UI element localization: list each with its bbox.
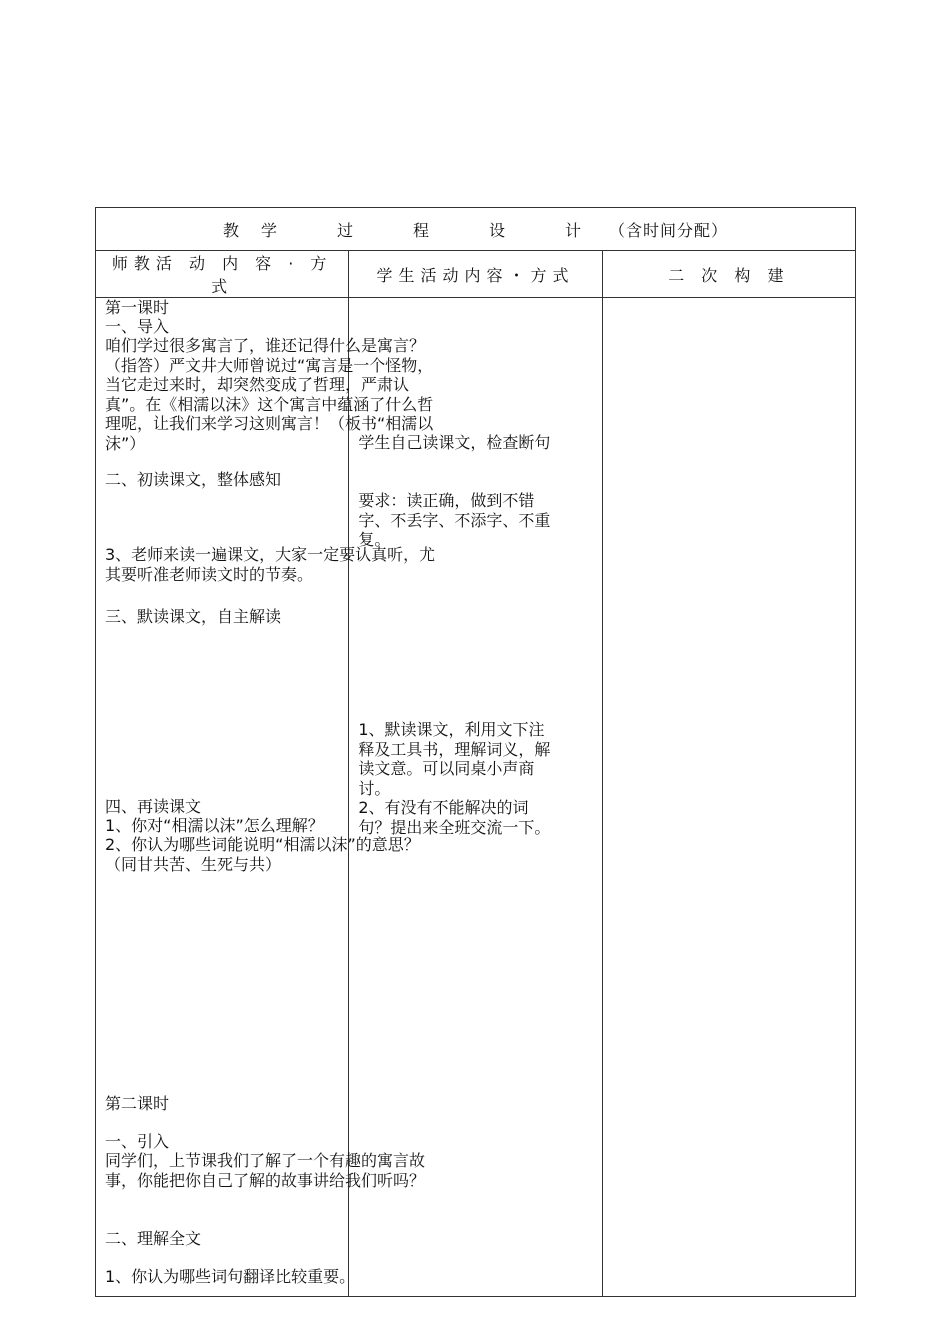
lesson1-label: 第一课时	[105, 298, 170, 317]
student-discuss-task: 2、有没有不能解决的词句？提出来全班交流一下。	[358, 798, 551, 837]
header-teacher-activity: 师教活 动 内 容 · 方 式	[96, 251, 349, 298]
lesson2-intro-text: 同学们，上节课我们了解了一个有趣的寓言故事，你能把你自己了解的故事讲给我们听吗？	[105, 1151, 426, 1190]
student-requirement: 要求：读正确，做到不错字、不丢字、不添字、不重复。	[358, 491, 551, 549]
first-read-heading: 二、初读课文，整体感知	[105, 470, 282, 489]
intro-heading: 一、导入	[105, 317, 170, 336]
teacher-reading-text: 3、老师来读一遍课文，大家一定要认真听，尤其要听准老师读文时的节奏。	[105, 545, 436, 584]
teacher-activity-cell	[96, 298, 436, 1297]
title-note: （含时间分配）	[609, 220, 729, 240]
reread-question-2: 2、你认为哪些词能说明“相濡以沫”的意思？（同甘共苦、生死与共）	[105, 835, 420, 874]
table-title	[96, 208, 856, 251]
understand-heading: 二、理解全文	[105, 1229, 202, 1248]
student-self-read: 学生自己读课文，检查断句	[358, 433, 551, 452]
intro-text: 咱们学过很多寓言了，谁还记得什么是寓言？（指答）严文井大师曾说过“寓言是一个怪物，当它走过来时，却突然变成了哲理，严肃认真”。在《相濡以沫》这个寓言中蕴涵了什么哲理呢，让我们来学习这则寓言！（板书“相濡以沫”）	[105, 336, 434, 453]
lesson-plan-table	[95, 207, 856, 1297]
lesson2-label: 第二课时	[105, 1094, 170, 1113]
header-student-activity: 学生活动内容・方式	[349, 251, 602, 298]
lesson2-intro-heading: 一、引入	[105, 1132, 170, 1151]
rebuild-cell	[602, 298, 855, 1297]
student-silent-read-task: 1、默读课文，利用文下注释及工具书，理解词义，解读文意。可以同桌小声商讨。	[358, 720, 551, 798]
silent-read-heading: 三、默读课文，自主解读	[105, 607, 282, 626]
header-rebuild: 二 次 构 建	[602, 251, 855, 298]
understand-question-1: 1、你认为哪些词句翻译比较重要。	[105, 1267, 356, 1286]
title-main: 教学 过 程 设 计	[222, 220, 603, 240]
reread-question-1: 1、你对“相濡以沫”怎么理解？	[105, 816, 324, 835]
student-activity-cell	[349, 298, 602, 1297]
reread-heading: 四、再读课文	[105, 797, 202, 816]
